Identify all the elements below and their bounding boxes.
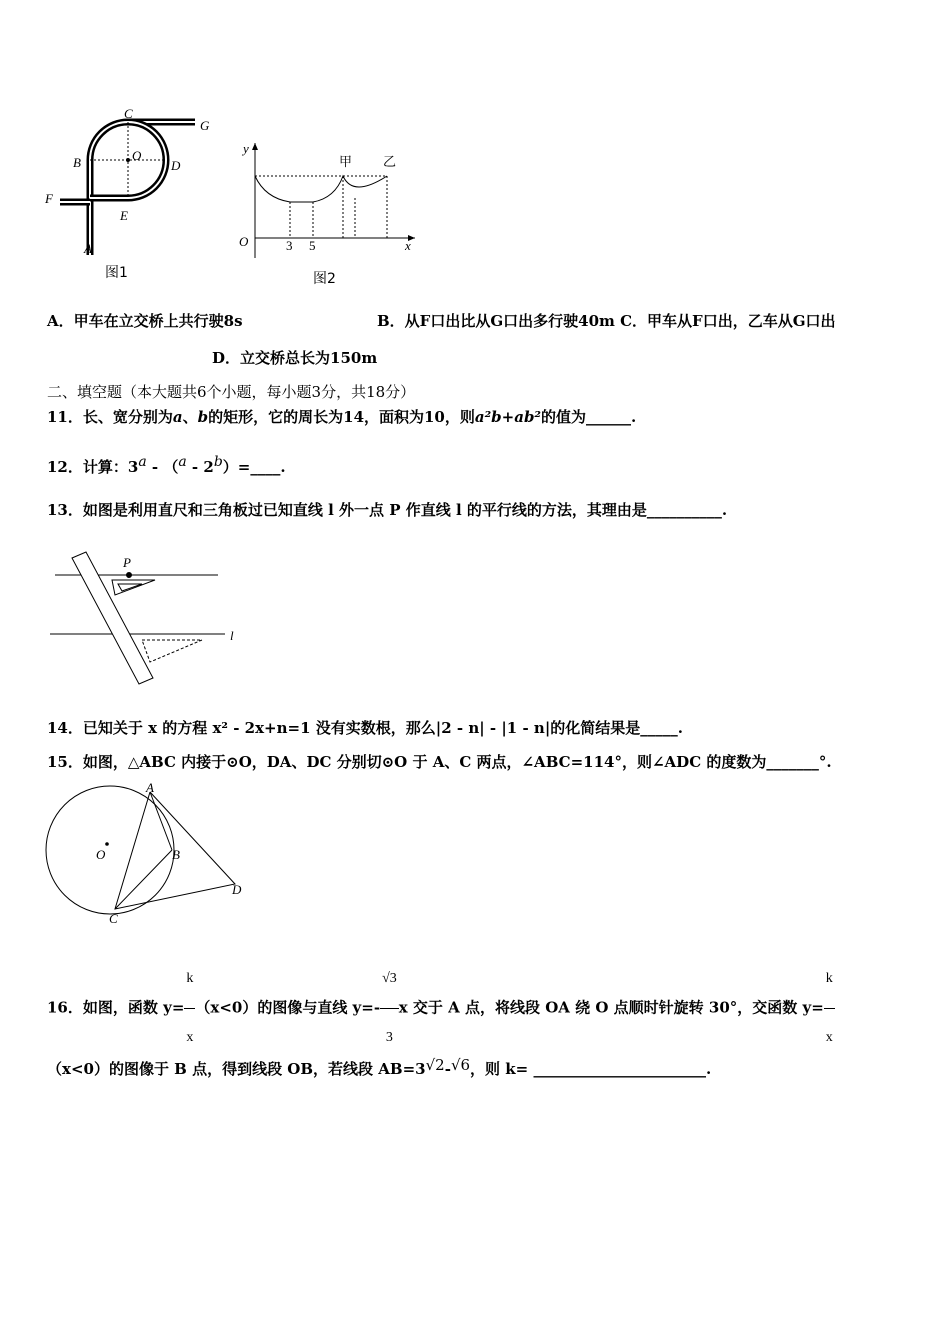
question-14: 14．已知关于 x 的方程 x² - 2x+n=1 没有实数根，那么|2 - n| - |1 - n|的化简结果是_____. [47,719,683,737]
question-11: 11．长、宽分别为a、b的矩形，它的周长为14，面积为10，则a²b+ab²的值为______. [47,408,637,426]
figure-1-caption: 图1 [105,265,128,281]
fig15-label-a: A [146,780,154,795]
fig1-label-b: B [73,155,81,170]
fig2-yi-label: 乙 [383,154,397,169]
figure-1-overpass [40,105,230,265]
question-13: 13．如图是利用直尺和三角板过已知直线 l 外一点 P 作直线 l 的平行线的方法，其理由是__________. [47,501,728,519]
q10-option-a: A．甲车在立交桥上共行驶8s [47,312,243,330]
fig13-label-l: l [230,628,234,643]
question-16-line-1: 16．如图，函数 y= $\frac{k}{x}$ （x<0）的图像与直线 y=- $\frac{√3}{3}$ x 交于 A 点，将线段 OA 绕 O 点顺时针旋转 30°，交函数 y= $\frac{k}{x}$ [47,950,835,1067]
fig1-label-d: D [171,158,181,173]
fig15-label-b: B [172,847,180,862]
section-2-heading: 二、填空题（本大题共6个小题，每小题3分，共18分） [47,383,416,401]
question-12: 12．计算：3a - （a - 2b）=____. [47,454,286,476]
figure-13-ruler-triangle [50,550,250,690]
fig2-tick-5: 5 [309,238,316,253]
q10-option-b-c: B．从F口出比从G口出多行驶40m C．甲车从F口出，乙车从G口出 [377,312,836,330]
fig15-label-c: C [109,911,118,926]
fig1-label-e: E [120,208,128,223]
question-16-line-2: （x<0）的图像于 B 点，得到线段 OB，若线段 AB=3√2-√6，则 k= _______________________. [47,1056,712,1078]
fig15-label-o: O [96,847,106,862]
figure-2-caption: 图2 [313,271,336,287]
fig1-label-f: F [45,191,53,206]
figure-15-circle [40,782,260,927]
fig2-jia-label: 甲 [339,154,353,169]
fig1-label-o: O [132,148,142,163]
q10-option-d: D．立交桥总长为150m [212,349,378,367]
fig2-y-label: y [243,141,249,156]
fig15-label-d: D [232,882,242,897]
figure-2-graph [235,138,425,268]
fig2-origin-label: O [239,234,249,249]
fig2-x-label: x [405,238,411,253]
fig1-label-a: A [84,241,92,256]
question-15: 15．如图，△ABC 内接于⊙O，DA、DC 分别切⊙O 于 A、C 两点，∠ABC=114°，则∠ADC 的度数为_______°. [47,753,832,771]
fig2-tick-3: 3 [286,238,293,253]
fig1-label-c: C [124,106,133,121]
fig1-label-g: G [200,118,210,133]
fig13-label-p: P [123,555,131,570]
